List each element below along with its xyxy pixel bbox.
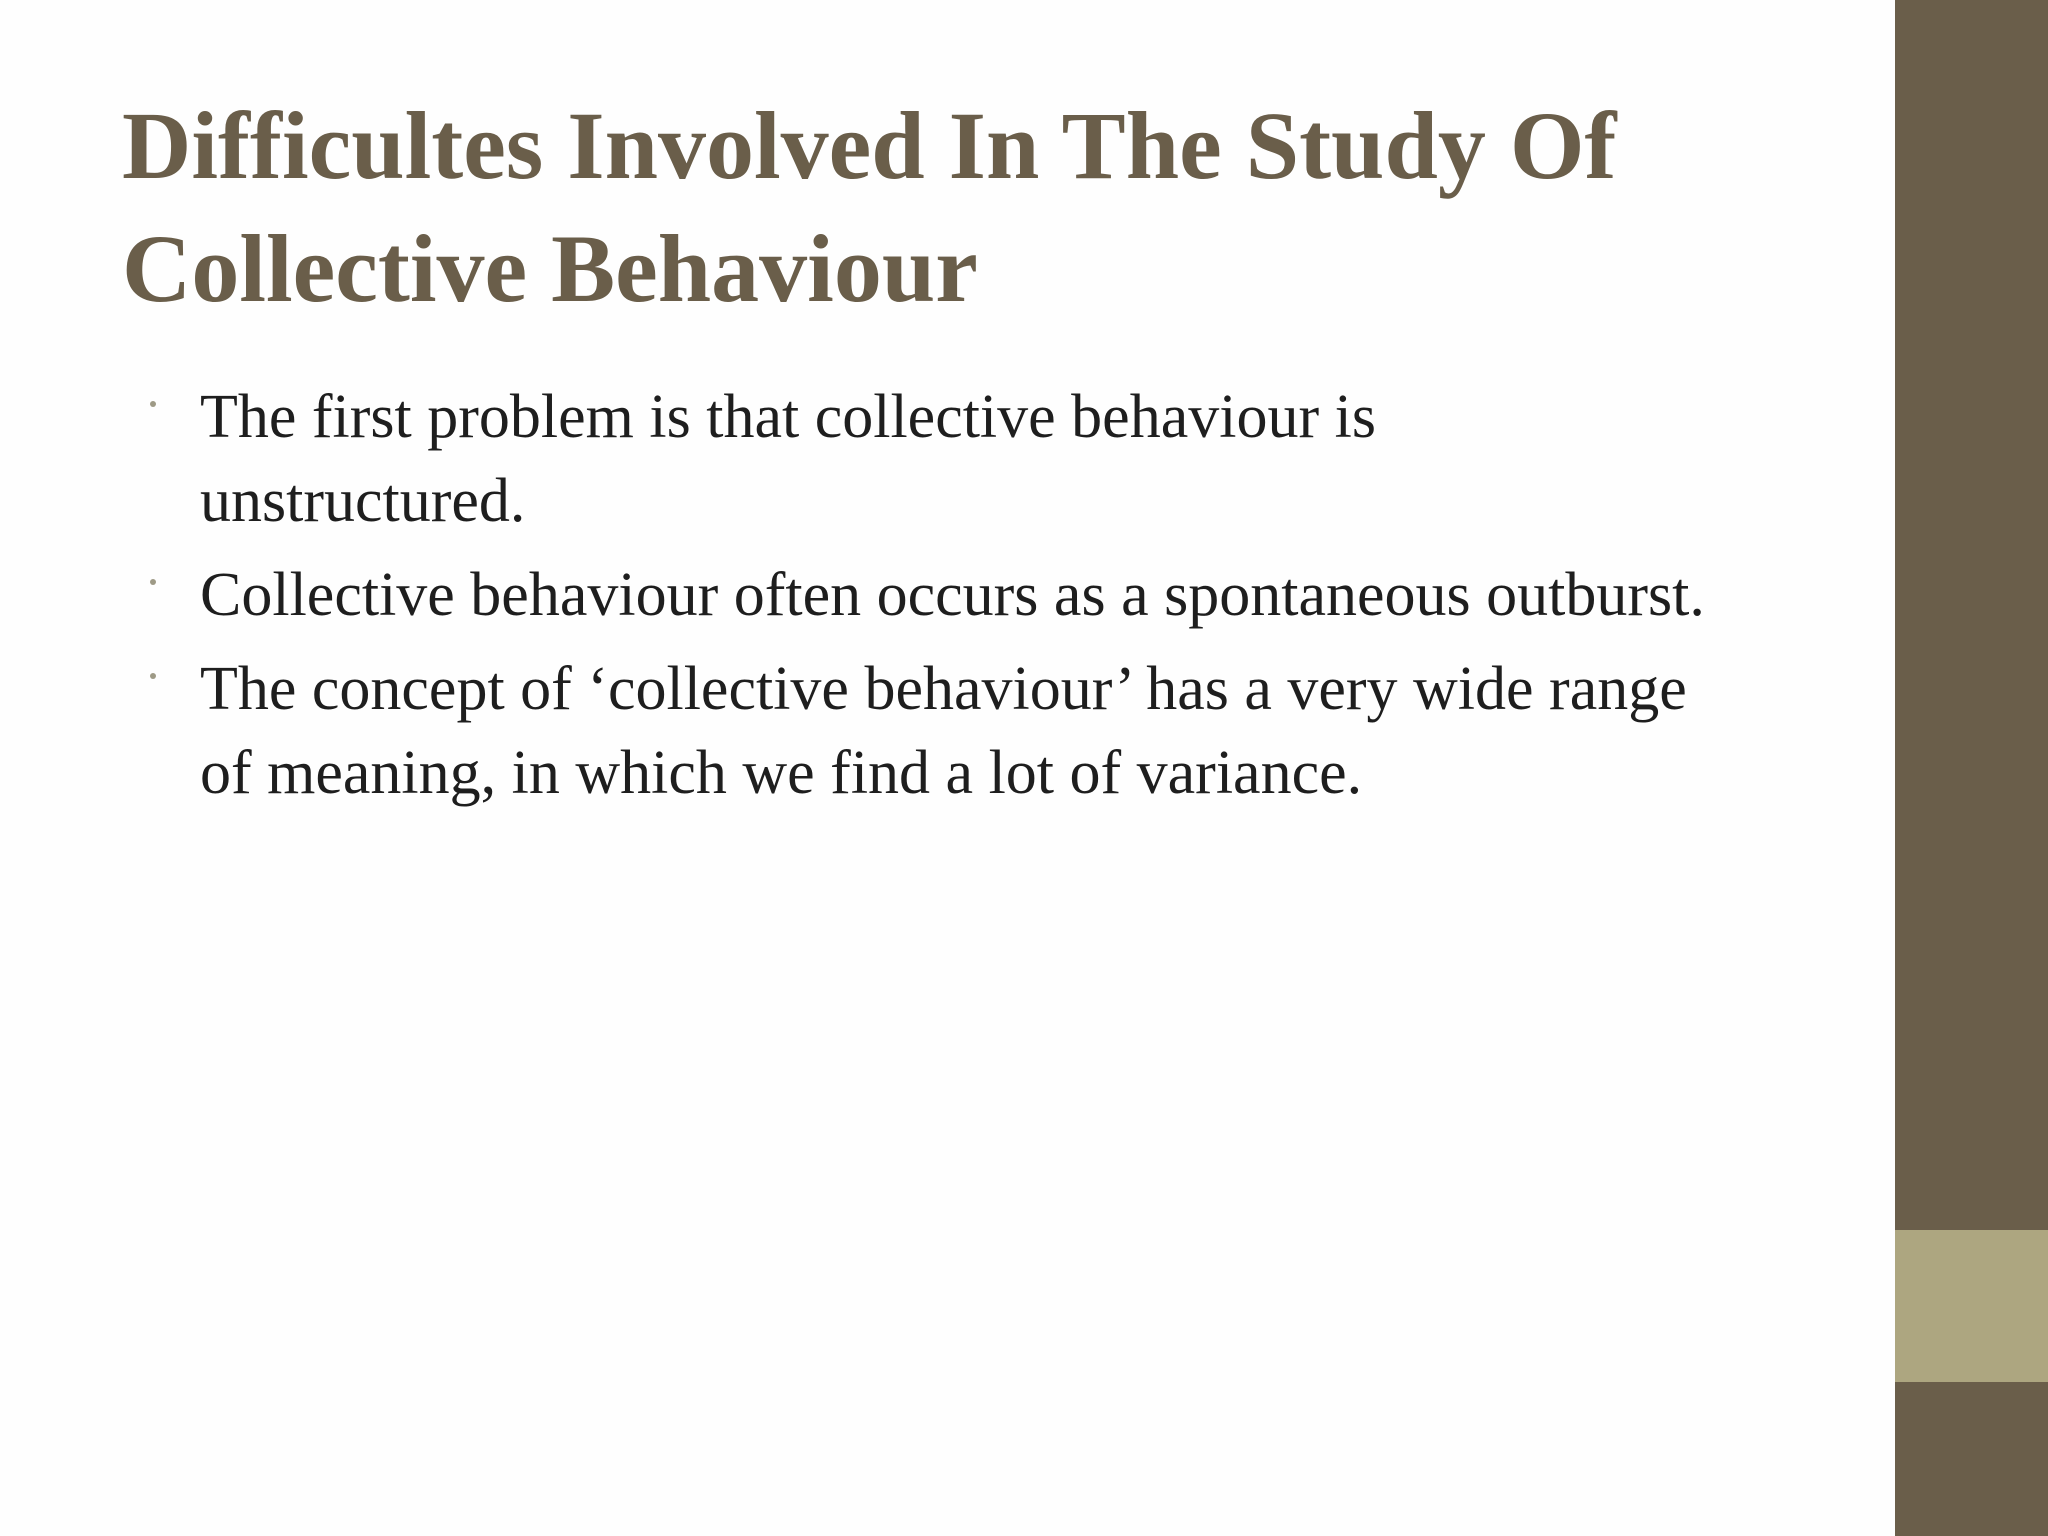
slide-title: Difficultes Involved In The Study Of Collective Behaviour <box>122 92 1617 322</box>
bullet-text: The first problem is that collective behaviour is unstructured. <box>200 383 1376 535</box>
bullet-list <box>150 375 1710 825</box>
bullet-dot-icon <box>150 579 156 585</box>
side-accent-block <box>1895 1230 2048 1382</box>
bullet-item <box>150 553 1710 637</box>
bullet-text: Collective behaviour often occurs as a spontaneous outburst. <box>200 561 1705 629</box>
bullet-item <box>150 375 1710 543</box>
bullet-dot-icon <box>150 673 156 679</box>
bullet-text: The concept of ‘collective behaviour’ has a very wide range of meaning, in which we find a lot of variance. <box>200 655 1687 807</box>
bullet-item <box>150 647 1710 815</box>
bullet-dot-icon <box>150 401 156 407</box>
